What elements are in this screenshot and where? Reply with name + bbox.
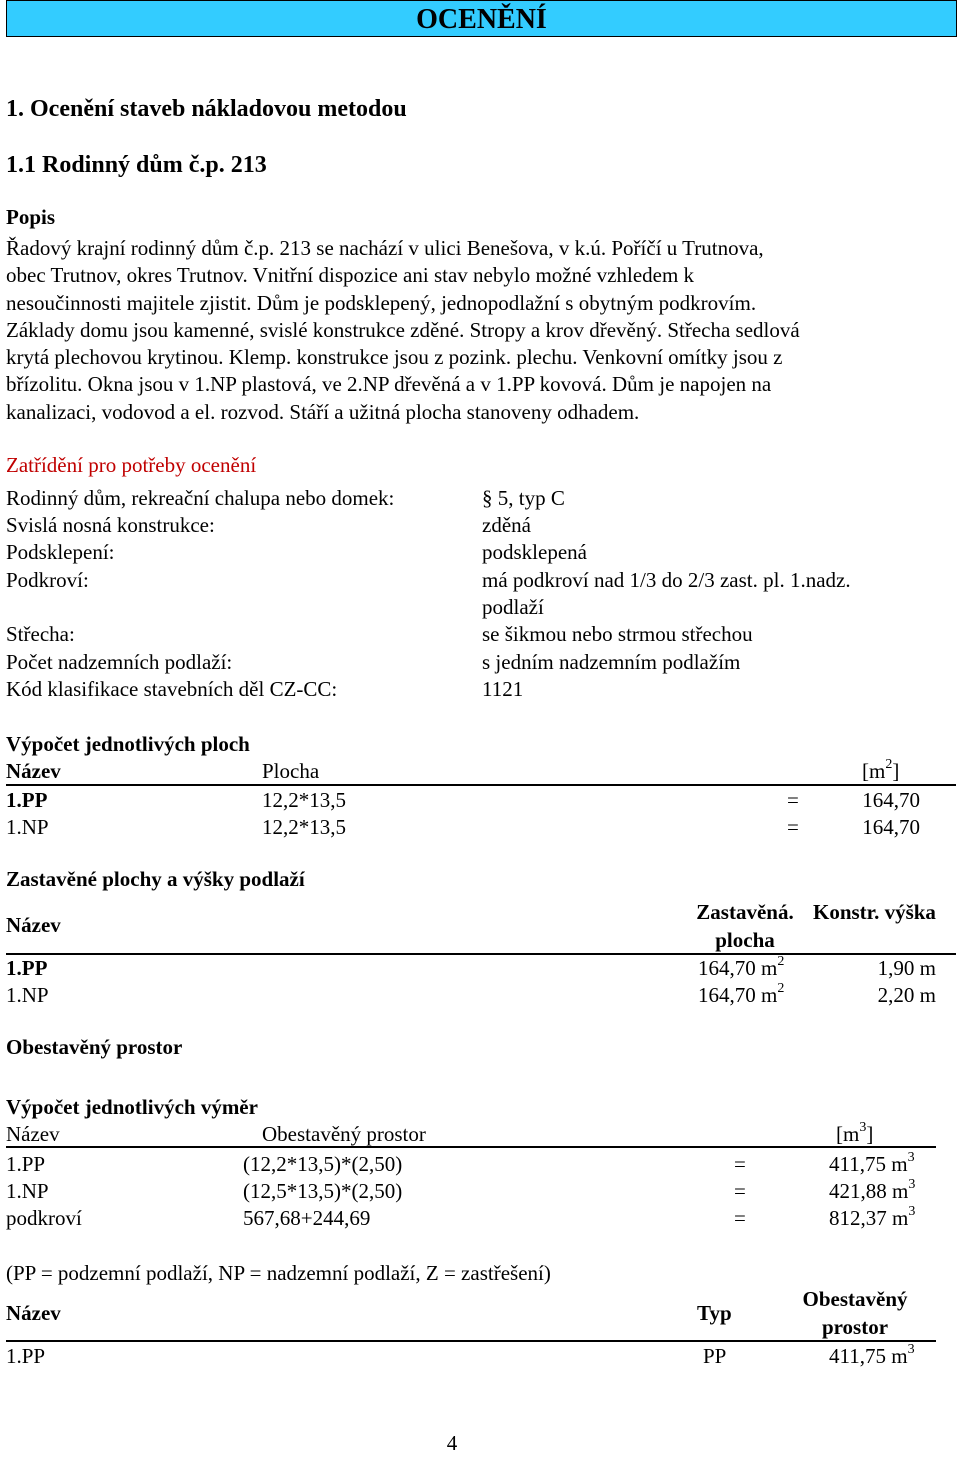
zastavene-col-height: Konstr. výška [813, 900, 936, 924]
table-row-eq: = [734, 1152, 746, 1176]
plochy-unit-sup: 2 [885, 757, 893, 772]
plochy-heading: Výpočet jednotlivých ploch [6, 732, 250, 756]
summary-col-space-line1: Obestavěný [802, 1287, 908, 1311]
zatrideni-value: má podkroví nad 1/3 do 2/3 zast. pl. 1.nadz. [482, 568, 851, 592]
plochy-col-name: Název [6, 759, 61, 783]
page-number: 4 [446, 1431, 458, 1455]
subsection-heading: 1.1 Rodinný dům č.p. 213 [6, 152, 267, 178]
table-row-value [829, 1178, 915, 1205]
table-row-name: 1.NP [6, 815, 49, 839]
table-row-value-sup: 3 [908, 1204, 916, 1219]
table-row-value: 164,70 [862, 788, 920, 812]
section-heading: 1. Ocenění staveb nákladovou metodou [6, 96, 407, 122]
table-row-area [698, 955, 784, 982]
table-row-area-sup: 2 [777, 954, 785, 969]
zastavene-col-area [680, 899, 810, 955]
table-row-name: 1.NP [6, 983, 49, 1007]
summary-col-type: Typ [697, 1301, 732, 1325]
popis-line: obec Trutnov, okres Trutnov. Vnitřní dispozice ani stav nebylo možné vzhledem k [6, 263, 695, 288]
zatrideni-value: 1121 [482, 677, 524, 701]
legend-note: (PP = podzemní podlaží, NP = nadzemní podlaží, Z = zastřešení) [6, 1261, 551, 1285]
table-row-eq: = [787, 788, 799, 812]
table-row-eq: = [734, 1179, 746, 1203]
vymery-col-unit [836, 1121, 873, 1148]
zatrideni-label: Svislá nosná konstrukce: [6, 513, 215, 537]
zatrideni-value: zděná [482, 513, 531, 537]
plochy-col-area: Plocha [262, 759, 320, 783]
table-row-area-sup: 2 [777, 981, 785, 996]
vymery-col-space: Obestavěný prostor [262, 1122, 426, 1146]
vymery-unit-end: ] [866, 1122, 874, 1146]
table-row-name: 1.PP [6, 788, 48, 812]
zatrideni-label: Rodinný dům, rekreační chalupa nebo domek: [6, 486, 395, 510]
plochy-divider [6, 784, 956, 786]
zatrideni-value: § 5, typ C [482, 486, 565, 510]
popis-heading: Popis [6, 205, 56, 229]
table-row-type: PP [703, 1344, 727, 1368]
vymery-unit-sup: 3 [859, 1120, 867, 1135]
vymery-heading: Výpočet jednotlivých výměr [6, 1095, 258, 1119]
table-row-formula: 12,2*13,5 [262, 815, 346, 839]
table-row-formula: 567,68+244,69 [243, 1206, 371, 1230]
popis-line: Základy domu jsou kamenné, svislé konstrukce zděné. Stropy a krov dřevěný. Střecha sedlová [6, 317, 800, 342]
table-row-value-sup: 3 [907, 1342, 915, 1357]
zastavene-col-name: Název [6, 913, 61, 937]
zatrideni-value: s jedním nadzemním podlažím [482, 650, 741, 674]
zatrideni-label: Kód klasifikace stavebních děl CZ-CC: [6, 677, 338, 701]
plochy-unit-text: [m [862, 759, 886, 783]
table-row-value-text: 812,37 m [829, 1206, 909, 1230]
table-row-value-sup: 3 [908, 1177, 916, 1192]
popis-line: krytá plechovou krytinou. Klemp. konstrukce jsou z pozink. plechu. Venkovní omítky jsou z [6, 345, 783, 370]
summary-col-name: Název [6, 1301, 61, 1325]
table-row-area-text: 164,70 m [698, 956, 778, 980]
table-row-height: 2,20 m [877, 983, 936, 1007]
zastavene-heading: Zastavěné plochy a výšky podlaží [6, 867, 305, 891]
table-row-value-text: 421,88 m [829, 1179, 909, 1203]
vymery-divider [6, 1146, 936, 1148]
zatrideni-value: se šikmou nebo strmou střechou [482, 622, 753, 646]
table-row-formula: (12,5*13,5)*(2,50) [243, 1179, 403, 1203]
table-row-area [698, 982, 784, 1009]
table-row-name: podkroví [6, 1206, 82, 1230]
popis-paragraph [6, 235, 900, 426]
vymery-col-name: Název [6, 1122, 60, 1146]
zatrideni-label: Počet nadzemních podlaží: [6, 650, 233, 674]
page-title: OCENĚNÍ [6, 0, 957, 37]
popis-line: kanalizaci, vodovod a el. rozvod. Stáří a užitná plocha stanoveny odhadem. [6, 399, 640, 424]
zatrideni-label: Podkroví: [6, 568, 89, 592]
zatrideni-heading: Zatřídění pro potřeby ocenění [6, 453, 257, 477]
table-row-value [829, 1205, 915, 1232]
table-row-eq: = [734, 1206, 746, 1230]
summary-col-space [790, 1286, 920, 1342]
plochy-unit-end: ] [892, 759, 900, 783]
table-row-name: 1.PP [6, 956, 48, 980]
popis-line: Řadový krajní rodinný dům č.p. 213 se nachází v ulici Benešova, v k.ú. Poříčí u Trutnova, [6, 236, 764, 260]
table-row-height: 1,90 m [877, 956, 936, 980]
table-row-formula: 12,2*13,5 [262, 788, 346, 812]
obestaveny-heading: Obestavěný prostor [6, 1035, 183, 1059]
zastavene-col-area-line1: Zastavěná. [696, 900, 794, 924]
zatrideni-label: Střecha: [6, 622, 75, 646]
summary-divider [6, 1340, 936, 1342]
table-row-name: 1.NP [6, 1179, 49, 1203]
plochy-col-unit [862, 758, 899, 785]
zastavene-divider [6, 953, 956, 955]
zatrideni-label: Podsklepení: [6, 540, 115, 564]
table-row-value [829, 1151, 915, 1178]
table-row-name: 1.PP [6, 1152, 46, 1176]
table-row-name: 1.PP [6, 1344, 46, 1368]
popis-line: nesoučinnosti majitele zjistit. Dům je podsklepený, jednopodlažní s obytným podkrovím. [6, 290, 757, 315]
table-row-value-text: 411,75 m [829, 1152, 908, 1176]
zatrideni-value: podlaží [482, 595, 544, 619]
summary-col-space-line2: prostor [821, 1315, 889, 1340]
table-row-area-text: 164,70 m [698, 983, 778, 1007]
popis-line: břízolitu. Okna jsou v 1.NP plastová, ve 2.NP dřevěná a v 1.PP kovová. Dům je napojen na [6, 372, 772, 397]
table-row-eq: = [787, 815, 799, 839]
table-row-value-text: 411,75 m [829, 1344, 908, 1368]
vymery-unit-text: [m [836, 1122, 860, 1146]
zastavene-col-area-line2: plocha [715, 928, 775, 953]
zatrideni-value: podsklepená [482, 540, 587, 564]
table-row-value-sup: 3 [907, 1150, 915, 1165]
table-row-value [829, 1343, 915, 1370]
table-row-value: 164,70 [862, 815, 920, 839]
table-row-formula: (12,2*13,5)*(2,50) [243, 1152, 403, 1176]
